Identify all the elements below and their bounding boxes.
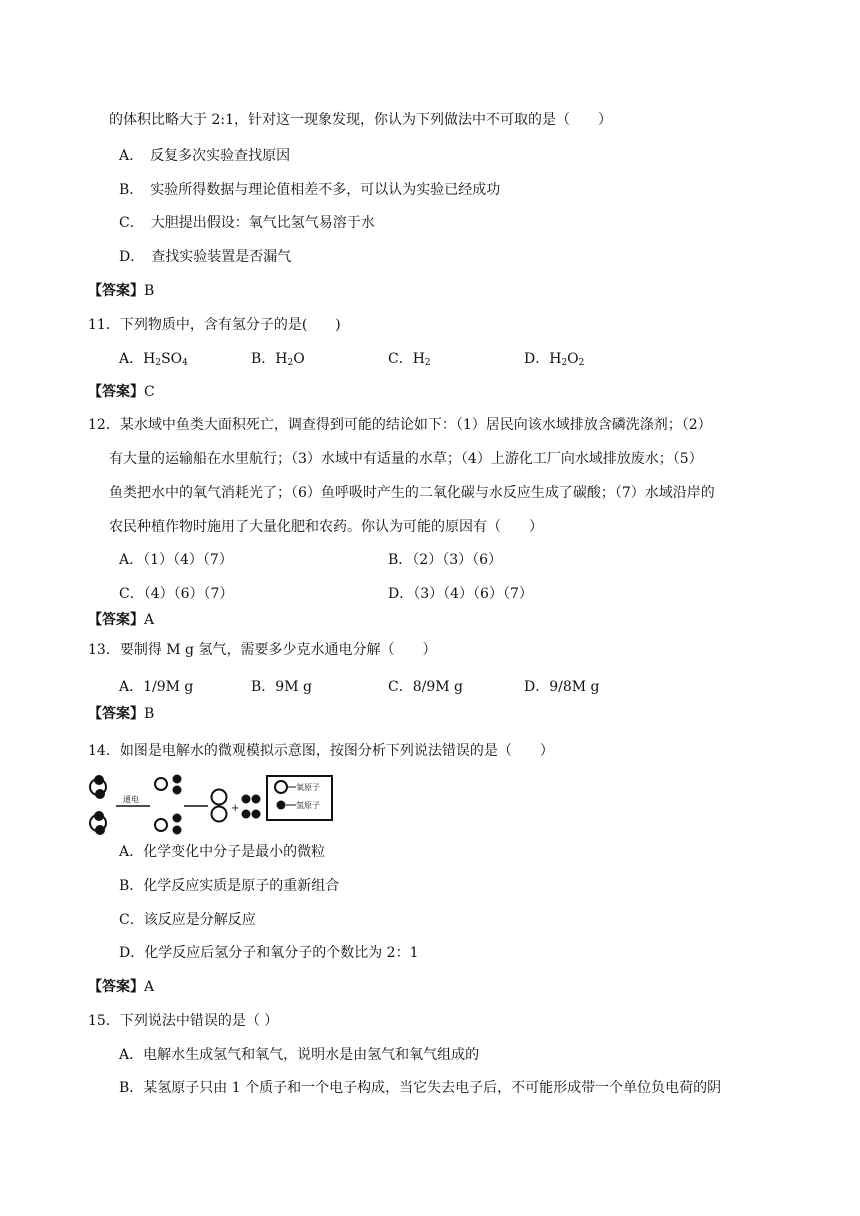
q12-stem-line-1: 12．某水域中鱼类大面积死亡，调查得到可能的结论如下：（1）居民向该水域排放含磷洗涤剂；（2） bbox=[88, 417, 712, 433]
answer-value: A bbox=[144, 612, 155, 628]
q13-option-c: C．8/9M g bbox=[388, 679, 463, 695]
electrolysis-diagram bbox=[86, 770, 334, 840]
legend-hydrogen: 氢原子 bbox=[296, 801, 320, 810]
answer-label: 【答案】 bbox=[88, 283, 144, 299]
q10-answer bbox=[88, 281, 154, 301]
q12-stem-line-2: 有大量的运输船在水里航行；（3）水域中有适量的水草；（4）上游化工厂向水域排放废水；（5） bbox=[109, 451, 703, 467]
q12-stem-line-3: 鱼类把水中的氧气消耗光了；（6）鱼呼吸时产生的二氧化碳与水反应生成了碳酸；（7）水域沿岸的 bbox=[109, 485, 715, 501]
hydrogen-molecules bbox=[242, 795, 261, 819]
answer-label: 【答案】 bbox=[88, 979, 144, 995]
answer-value: C bbox=[144, 384, 155, 400]
answer-value: B bbox=[144, 706, 155, 722]
q13-answer bbox=[88, 704, 154, 724]
q14-option-a: A．化学变化中分子是最小的微粒 bbox=[119, 844, 326, 860]
q15-stem: 15．下列说法中错误的是（ ） bbox=[88, 1013, 279, 1029]
q11-option-b: B．$H_2O$ bbox=[251, 351, 305, 368]
q10-option-a: A． 反复多次实验查找原因 bbox=[119, 148, 291, 164]
q12-stem-line-4: 农民种植作物时施用了大量化肥和农药。你认为可能的原因有（ ） bbox=[109, 519, 543, 535]
q10-stem-continuation: 的体积比略大于 2:1，针对这一现象发现，你认为下列做法中不可取的是（ ） bbox=[109, 112, 612, 128]
answer-value: A bbox=[144, 979, 155, 995]
q11-option-d: D．$H_2O_2$ bbox=[524, 351, 585, 368]
answer-label: 【答案】 bbox=[88, 612, 144, 628]
arrow-label: 通电 bbox=[123, 795, 139, 804]
q12-option-b: B．（2）（3）（6） bbox=[388, 552, 503, 568]
q14-option-b: B．化学反应实质是原子的重新组合 bbox=[119, 878, 340, 894]
q14-option-d: D．化学反应后氢分子和氧分子的个数比为 2：1 bbox=[119, 945, 419, 961]
q10-option-b: B． 实验所得数据与理论值相差不多，可以认为实验已经成功 bbox=[119, 182, 501, 198]
q15-option-a: A．电解水生成氢气和氧气，说明水是由氢气和氧气组成的 bbox=[119, 1047, 480, 1063]
q14-option-c: C．该反应是分解反应 bbox=[119, 912, 256, 928]
q12-option-d: D．（3）（4）（6）（7） bbox=[388, 586, 533, 602]
oxygen-molecule bbox=[212, 790, 227, 822]
q11-answer bbox=[88, 382, 155, 402]
q11-stem: 11．下列物质中，含有氢分子的是( ) bbox=[88, 317, 341, 333]
legend-oxygen: 氧原子 bbox=[296, 783, 320, 792]
q12-option-a: A．（1）（4）（7） bbox=[119, 552, 233, 568]
water-molecule-top bbox=[90, 775, 106, 799]
q13-option-d: D．9/8M g bbox=[524, 679, 600, 695]
water-molecule-bottom bbox=[90, 811, 106, 835]
q10-option-d: D． 查找实验装置是否漏气 bbox=[119, 249, 292, 265]
plus-sign: + bbox=[231, 803, 240, 814]
diagram-legend bbox=[267, 776, 332, 820]
q10-option-c: C． 大胆提出假设：氧气比氢气易溶于水 bbox=[119, 215, 375, 231]
answer-value: B bbox=[144, 283, 155, 299]
q12-answer bbox=[88, 610, 154, 630]
q14-answer bbox=[88, 977, 154, 997]
q13-stem: 13．要制得 M g 氢气，需要多少克水通电分解（ ） bbox=[88, 642, 437, 658]
q12-option-c: C．（4）（6）（7） bbox=[119, 586, 234, 602]
q14-stem: 14．如图是电解水的微观模拟示意图，按图分析下列说法错误的是（ ） bbox=[88, 743, 554, 759]
q13-option-a: A．1/9M g bbox=[119, 679, 194, 695]
answer-label: 【答案】 bbox=[88, 706, 144, 722]
q15-option-b: B．某氢原子只由 1 个质子和一个电子构成，当它失去电子后，不可能形成带一个单位负电荷的阴 bbox=[119, 1080, 722, 1096]
separated-atoms bbox=[155, 775, 182, 835]
answer-label: 【答案】 bbox=[88, 384, 144, 400]
q13-option-b: B．9M g bbox=[251, 679, 312, 695]
q11-option-a: A．$H_2SO_4$ bbox=[119, 351, 188, 368]
q11-option-c: C．$H_2$ bbox=[388, 351, 431, 368]
